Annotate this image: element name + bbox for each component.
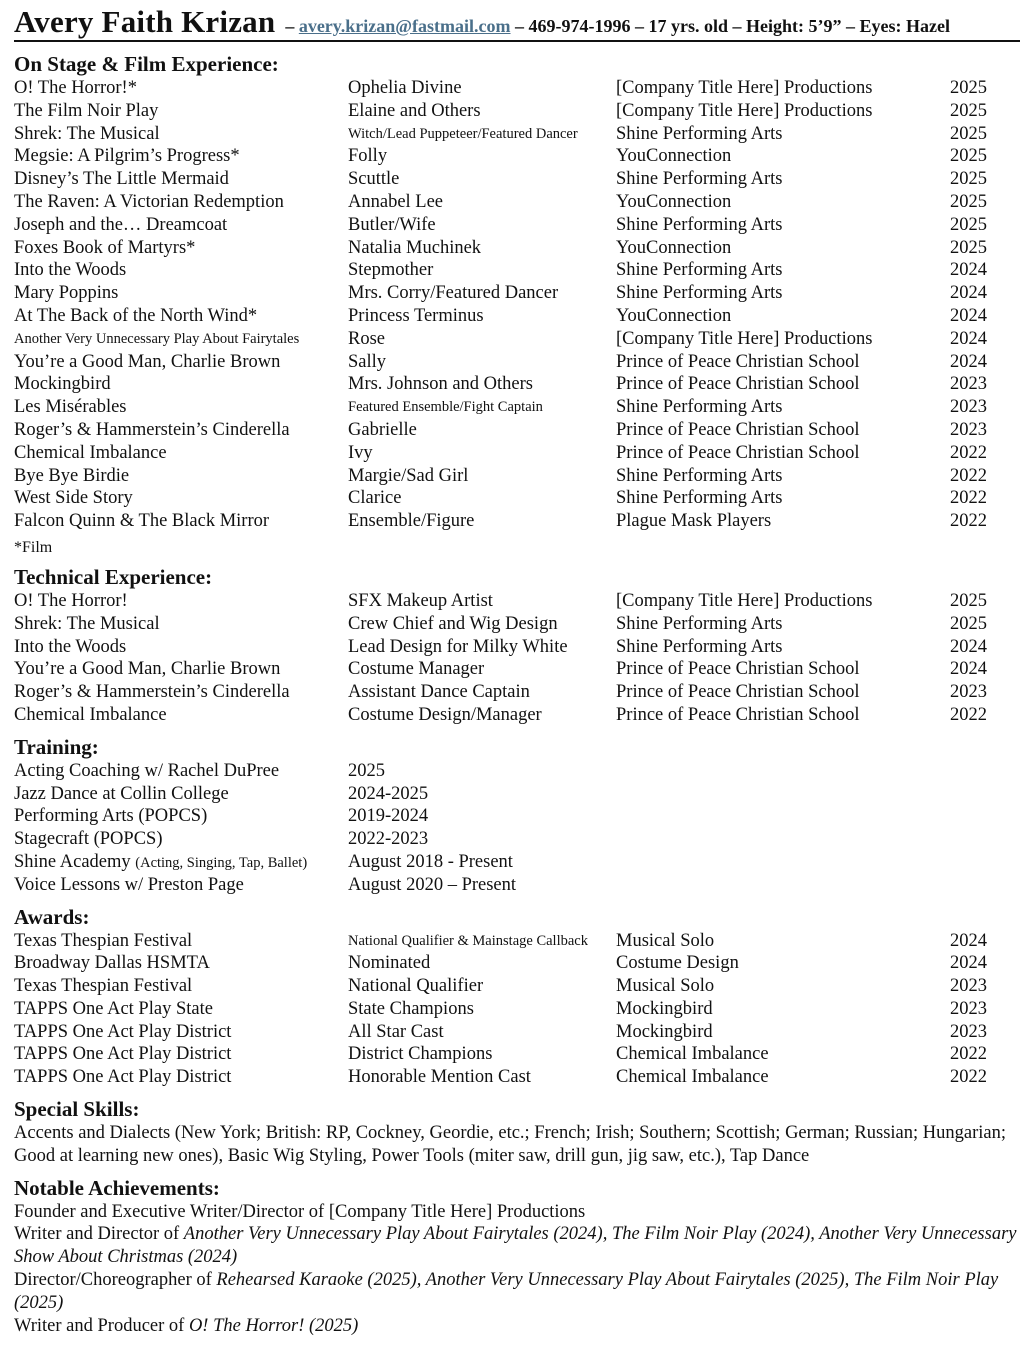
training-title: Voice Lessons w/ Preston Page: [14, 874, 244, 895]
technical-row: [14, 658, 1020, 681]
company-name: Shine Performing Arts: [616, 283, 783, 304]
training-dates: August 2018 - Present: [348, 851, 513, 872]
show-title: Into the Woods: [14, 636, 127, 657]
training-name: [14, 783, 229, 806]
year: 2025: [950, 214, 987, 235]
company-name: Shine Performing Arts: [616, 613, 783, 634]
training-section: [14, 735, 1020, 897]
stage-row: [14, 396, 1020, 419]
technical-row: [14, 704, 1020, 727]
crew-role: Lead Design for Milky White: [348, 636, 568, 657]
awards-section: [14, 905, 1020, 1090]
award-event: TAPPS One Act Play District: [14, 1021, 232, 1042]
stage-row: [14, 77, 1020, 100]
role-name: Folly: [348, 146, 388, 167]
year: 2024: [950, 283, 987, 304]
role-name: Mrs. Corry/Featured Dancer: [348, 283, 559, 304]
training-row: [14, 760, 1020, 783]
achievement-item: [14, 1201, 1020, 1224]
stage-row: [14, 145, 1020, 168]
award-result: Nominated: [348, 953, 431, 974]
achievement-works: Another Very Unnecessary Play About Fairytales (2024), The Film Noir Play (2024), Another Very Unnecessary Show About Christmas (2024): [14, 1224, 1017, 1268]
show-title: Shrek: The Musical: [14, 613, 160, 634]
role-name: Sally: [348, 351, 387, 372]
stage-row: [14, 510, 1020, 533]
crew-role: Costume Design/Manager: [348, 704, 542, 725]
crew-role: Crew Chief and Wig Design: [348, 613, 558, 634]
stage-section-title: On Stage & Film Experience:: [14, 52, 279, 76]
year: 2025: [950, 613, 987, 634]
company-name: Shine Performing Arts: [616, 123, 783, 144]
show-title: Into the Woods: [14, 260, 127, 281]
company-name: Prince of Peace Christian School: [616, 682, 860, 703]
award-row: [14, 1043, 1020, 1066]
show-title: Roger’s & Hammerstein’s Cinderella: [14, 419, 290, 440]
company-name: Shine Performing Arts: [616, 465, 783, 486]
stage-row: [14, 351, 1020, 374]
company-name: [Company Title Here] Productions: [616, 328, 873, 349]
achievement-text: Director/Choreographer of: [14, 1270, 217, 1291]
role-name: Elaine and Others: [348, 100, 481, 121]
role-name: Natalia Muchinek: [348, 237, 482, 258]
stage-row: [14, 419, 1020, 442]
stage-row: [14, 191, 1020, 214]
stage-row: [14, 487, 1020, 510]
award-row: [14, 1021, 1020, 1044]
company-name: Shine Performing Arts: [616, 397, 783, 418]
awards-table: [14, 930, 1020, 1090]
show-title: O! The Horror!: [14, 590, 128, 611]
dash-separator: –: [285, 16, 295, 36]
crew-role: Costume Manager: [348, 659, 485, 680]
role-name: Stepmother: [348, 260, 434, 281]
year: 2024: [950, 659, 987, 680]
award-result: National Qualifier & Mainstage Callback: [348, 932, 588, 949]
year: 2023: [950, 397, 987, 418]
stage-row: [14, 237, 1020, 260]
year: 2025: [950, 237, 987, 258]
achievement-item: [14, 1315, 1020, 1338]
company-name: Prince of Peace Christian School: [616, 419, 860, 440]
year: 2022: [950, 442, 987, 463]
achievements-section-title: Notable Achievements:: [14, 1175, 220, 1200]
company-name: YouConnection: [616, 305, 732, 326]
year: 2023: [950, 976, 987, 997]
achievement-text: Founder and Executive Writer/Director of [Company Title Here] Productions: [14, 1201, 586, 1222]
show-title: At The Back of the North Wind*: [14, 305, 258, 326]
show-title: Another Very Unnecessary Play About Fairytales: [14, 330, 300, 347]
skills-text: Accents and Dialects (New York; British: RP, Cockney, Geordie, etc.; French; Irish; Southern; Scottish; German; Russian; Hungarian; Good at learning new ones), Basic Wig Styling, Power Tools (miter saw, drill gun, jig saw, etc.), Tap Dance: [14, 1123, 1006, 1166]
training-name: [14, 760, 279, 783]
skills-section-title: Special Skills:: [14, 1097, 140, 1122]
show-title: Chemical Imbalance: [14, 704, 167, 725]
training-name: [14, 805, 207, 828]
training-name: [14, 828, 163, 851]
show-title: Falcon Quinn & The Black Mirror: [14, 511, 270, 532]
company-name: Shine Performing Arts: [616, 214, 783, 235]
role-name: Butler/Wife: [348, 214, 436, 235]
year: 2022: [950, 511, 987, 532]
training-dates: 2019-2024: [348, 806, 429, 827]
resume-page: [14, 4, 1020, 1337]
award-event: TAPPS One Act Play District: [14, 1044, 232, 1065]
show-title: You’re a Good Man, Charlie Brown: [14, 659, 281, 680]
award-event: TAPPS One Act Play District: [14, 1067, 232, 1088]
year: 2023: [950, 682, 987, 703]
show-title: Disney’s The Little Mermaid: [14, 169, 229, 190]
role-name: Annabel Lee: [348, 191, 444, 212]
training-dates: August 2020 – Present: [348, 874, 517, 895]
crew-role: SFX Makeup Artist: [348, 590, 493, 611]
role-name: Featured Ensemble/Fight Captain: [348, 399, 543, 416]
awards-section-title: Awards:: [14, 904, 90, 929]
year: 2023: [950, 1021, 987, 1042]
stage-row: [14, 442, 1020, 465]
year: 2025: [950, 146, 987, 167]
actor-name: Avery Faith Krizan: [14, 4, 276, 39]
company-name: Shine Performing Arts: [616, 636, 783, 657]
stage-row: [14, 373, 1020, 396]
award-category: Mockingbird: [616, 1021, 713, 1042]
company-name: [Company Title Here] Productions: [616, 590, 873, 611]
year: 2023: [950, 374, 987, 395]
role-name: Ensemble/Figure: [348, 511, 475, 532]
training-dates: 2022-2023: [348, 829, 429, 850]
stage-row: [14, 465, 1020, 488]
year: 2024: [950, 260, 987, 281]
contact-line: [285, 16, 950, 37]
award-row: [14, 952, 1020, 975]
year: 2022: [950, 1067, 987, 1088]
award-category: Costume Design: [616, 953, 739, 974]
training-name: [14, 874, 244, 897]
role-name: Ophelia Divine: [348, 78, 462, 98]
show-title: West Side Story: [14, 488, 133, 509]
year: 2024: [950, 636, 987, 657]
award-category: Musical Solo: [616, 930, 715, 951]
role-name: Scuttle: [348, 169, 400, 190]
training-title: Performing Arts (POPCS): [14, 806, 208, 827]
show-title: Shrek: The Musical: [14, 123, 160, 144]
company-name: Plague Mask Players: [616, 511, 772, 532]
training-row: [14, 805, 1020, 828]
award-result: District Champions: [348, 1044, 493, 1065]
year: 2025: [950, 191, 987, 212]
year: 2024: [950, 953, 987, 974]
achievement-text: Writer and Producer of: [14, 1315, 189, 1336]
award-category: Chemical Imbalance: [616, 1067, 769, 1088]
training-detail: (Acting, Singing, Tap, Ballet): [135, 854, 308, 871]
role-name: Ivy: [348, 442, 373, 463]
technical-row: [14, 613, 1020, 636]
training-title: Acting Coaching w/ Rachel DuPree: [14, 760, 280, 781]
award-row: [14, 1066, 1020, 1089]
training-title: Shine Academy: [14, 851, 131, 872]
training-dates: 2025: [348, 760, 385, 781]
training-name: [14, 851, 307, 875]
company-name: Prince of Peace Christian School: [616, 659, 860, 680]
company-name: Shine Performing Arts: [616, 260, 783, 281]
achievements-section: [14, 1176, 1020, 1338]
show-title: Mary Poppins: [14, 283, 119, 304]
stage-row: [14, 259, 1020, 282]
training-title: Stagecraft (POPCS): [14, 829, 163, 850]
show-title: You’re a Good Man, Charlie Brown: [14, 351, 281, 372]
year: 2022: [950, 465, 987, 486]
achievement-item: [14, 1269, 1020, 1315]
role-name: Mrs. Johnson and Others: [348, 374, 533, 395]
company-name: [Company Title Here] Productions: [616, 100, 873, 121]
show-title: Megsie: A Pilgrim’s Progress*: [14, 146, 240, 167]
technical-row: [14, 636, 1020, 659]
year: 2024: [950, 305, 987, 326]
award-category: Musical Solo: [616, 976, 715, 997]
training-row: [14, 874, 1020, 897]
show-title: Les Misérables: [14, 397, 127, 418]
award-category: Chemical Imbalance: [616, 1044, 769, 1065]
award-result: Honorable Mention Cast: [348, 1067, 531, 1088]
technical-section-title: Technical Experience:: [14, 564, 213, 589]
technical-section: [14, 565, 1020, 727]
training-table: [14, 760, 1020, 897]
company-name: [Company Title Here] Productions: [616, 78, 873, 98]
company-name: Prince of Peace Christian School: [616, 442, 860, 463]
year: 2022: [950, 1044, 987, 1065]
training-row: [14, 828, 1020, 851]
stage-row: [14, 100, 1020, 123]
award-result: National Qualifier: [348, 976, 484, 997]
company-name: Prince of Peace Christian School: [616, 704, 860, 725]
achievement-text: Writer and Director of: [14, 1224, 184, 1245]
award-row: [14, 975, 1020, 998]
year: 2023: [950, 419, 987, 440]
award-row: [14, 998, 1020, 1021]
resume-header: [14, 4, 1020, 42]
show-title: Foxes Book of Martyrs*: [14, 237, 196, 258]
achievement-works: O! The Horror! (2025): [188, 1315, 359, 1336]
training-row: [14, 783, 1020, 806]
award-category: Mockingbird: [616, 998, 713, 1019]
year: 2023: [950, 998, 987, 1019]
year: 2025: [950, 169, 987, 190]
company-name: Prince of Peace Christian School: [616, 351, 860, 372]
show-title: The Film Noir Play: [14, 100, 159, 121]
show-title: The Raven: A Victorian Redemption: [14, 191, 284, 212]
role-name: Witch/Lead Puppeteer/Featured Dancer: [348, 125, 578, 142]
film-footnote: *Film: [14, 538, 53, 556]
award-row: [14, 930, 1020, 953]
stage-row: [14, 305, 1020, 328]
achievement-item: [14, 1223, 1020, 1269]
award-event: Texas Thespian Festival: [14, 976, 193, 997]
role-name: Rose: [348, 328, 385, 349]
stage-table: [14, 77, 1020, 533]
company-name: YouConnection: [616, 191, 732, 212]
achievement-works: Rehearsed Karaoke (2025), Another Very Unnecessary Play About Fairytales (2025), The Film Noir Play (2025): [14, 1270, 999, 1313]
stage-row: [14, 123, 1020, 146]
role-name: Gabrielle: [348, 419, 417, 440]
show-title: Mockingbird: [14, 374, 111, 395]
show-title: Joseph and the… Dreamcoat: [14, 214, 228, 235]
year: 2025: [950, 100, 987, 121]
show-title: O! The Horror!*: [14, 78, 137, 98]
stage-row: [14, 168, 1020, 191]
training-row: [14, 851, 1020, 874]
year: 2025: [950, 78, 987, 98]
training-dates: 2024-2025: [348, 783, 429, 804]
year: 2022: [950, 488, 987, 509]
year: 2025: [950, 123, 987, 144]
show-title: Roger’s & Hammerstein’s Cinderella: [14, 682, 290, 703]
year: 2024: [950, 328, 987, 349]
year: 2024: [950, 351, 987, 372]
company-name: Shine Performing Arts: [616, 488, 783, 509]
technical-row: [14, 590, 1020, 613]
year: 2025: [950, 590, 987, 611]
company-name: Prince of Peace Christian School: [616, 374, 860, 395]
stage-section: [14, 52, 1020, 559]
contact-details: – 469-974-1996 – 17 yrs. old – Height: 5’9” – Eyes: Hazel: [515, 16, 950, 36]
stage-row: [14, 282, 1020, 305]
stage-row: [14, 214, 1020, 237]
award-event: Broadway Dallas HSMTA: [14, 953, 210, 974]
technical-row: [14, 681, 1020, 704]
show-title: Chemical Imbalance: [14, 442, 167, 463]
company-name: YouConnection: [616, 237, 732, 258]
award-event: Texas Thespian Festival: [14, 930, 193, 951]
training-title: Jazz Dance at Collin College: [14, 783, 229, 804]
company-name: Shine Performing Arts: [616, 169, 783, 190]
skills-section: [14, 1097, 1020, 1168]
year: 2024: [950, 930, 987, 951]
stage-row: [14, 328, 1020, 351]
crew-role: Assistant Dance Captain: [348, 682, 530, 703]
year: 2022: [950, 704, 987, 725]
role-name: Margie/Sad Girl: [348, 465, 469, 486]
role-name: Princess Terminus: [348, 305, 484, 326]
technical-table: [14, 590, 1020, 727]
role-name: Clarice: [348, 488, 402, 509]
training-section-title: Training:: [14, 734, 99, 759]
award-result: State Champions: [348, 998, 474, 1019]
award-result: All Star Cast: [348, 1021, 444, 1042]
achievements-list: [14, 1201, 1020, 1338]
company-name: YouConnection: [616, 146, 732, 167]
show-title: Bye Bye Birdie: [14, 465, 130, 486]
award-event: TAPPS One Act Play State: [14, 998, 213, 1019]
email-link[interactable]: avery.krizan@fastmail.com: [298, 16, 511, 36]
